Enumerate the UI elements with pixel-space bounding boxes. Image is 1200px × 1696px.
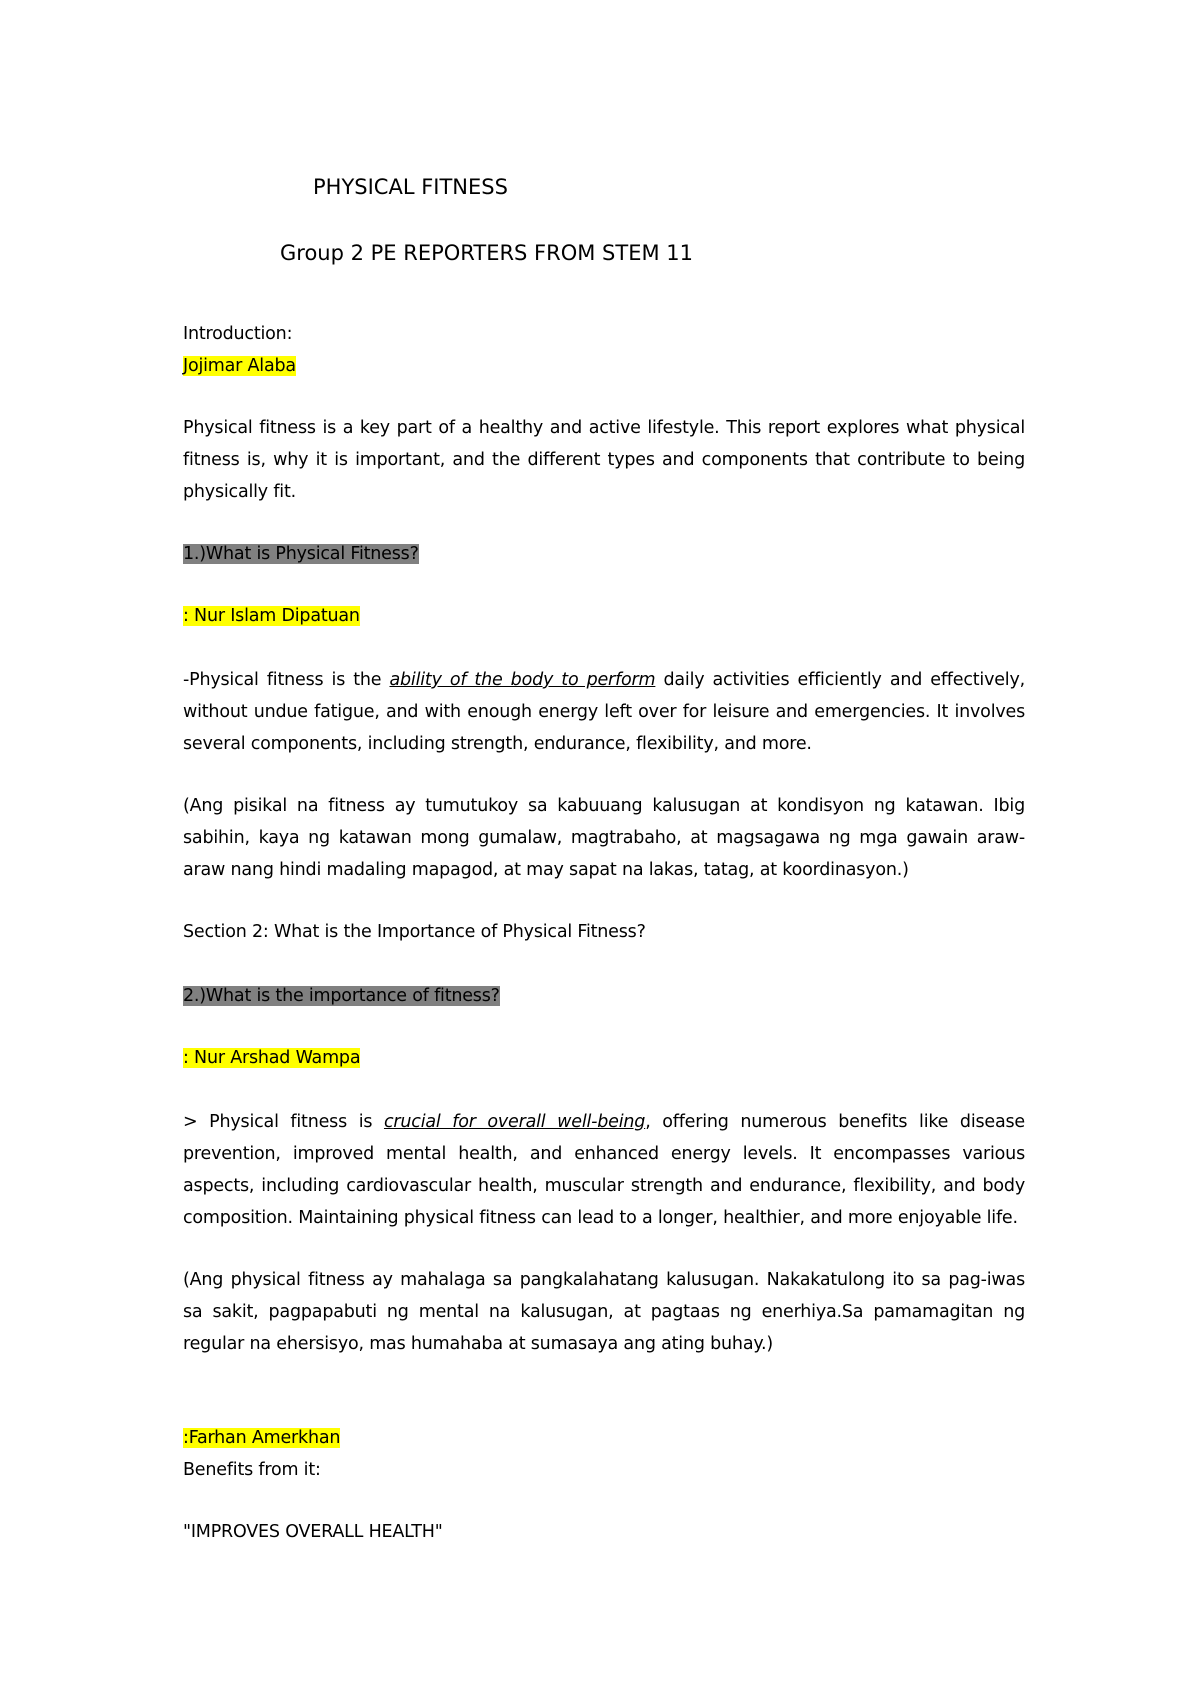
intro-label: Introduction: xyxy=(183,324,293,344)
q1-para-start: -Physical fitness is the xyxy=(183,670,390,690)
q2-heading-line xyxy=(183,980,1025,1012)
q2-translation: (Ang physical fitness ay mahalaga sa pangkalahatang kalusugan. Nakakatulong ito sa pag-iwas sa sakit, pagpapabuti ng mental na kalusugan, at pagtaas ng enerhiya.Sa pamamagitan ng regular na ehersisyo, mas humahaba at sumasaya ang ating buhay.) xyxy=(183,1270,1025,1354)
q1-para-rest: daily activities efficiently and effectively, without undue fatigue, and with enough energy left over for leisure and emergencies. It involves several components, including strength, endurance, flexibility, and more. xyxy=(183,670,1025,754)
q1-reporter: : Nur Islam Dipatuan xyxy=(183,606,360,626)
q2-para-emphasis: crucial for overall well-being xyxy=(383,1112,646,1132)
q2-reporter: : Nur Arshad Wampa xyxy=(183,1048,361,1068)
q1-translation: (Ang pisikal na fitness ay tumutukoy sa kabuuang kalusugan at kondisyon ng katawan. Ibig sabihin, kaya ng katawan mong gumalaw, magtrabaho, at magsagawa ng mga gawain araw-araw nang hindi madaling mapagod, at may sapat na lakas, tatag, at koordinasyon.) xyxy=(183,796,1025,880)
q1-paragraph xyxy=(183,664,1025,760)
q1-heading-line xyxy=(183,538,1025,570)
benefits-label: Benefits from it: xyxy=(183,1460,321,1480)
q1-heading: 1.)What is Physical Fitness? xyxy=(183,544,419,564)
document-subtitle: Group 2 PE REPORTERS FROM STEM 11 xyxy=(280,241,693,265)
section2-label: Section 2: What is the Importance of Physical Fitness? xyxy=(183,922,646,942)
q1-para-emphasis: ability of the body to perform xyxy=(389,670,656,690)
q2-para-rest: , offering numerous benefits like disease prevention, improved mental health, and enhanced energy levels. It encompasses various aspects, including cardiovascular health, muscular strength and endurance, flexibility, and body composition. Maintaining physical fitness can lead to a longer, healthier, and more enjoyable life. xyxy=(183,1112,1025,1228)
q2-reporter-line xyxy=(183,1042,1025,1074)
benefit-item: "IMPROVES OVERALL HEALTH" xyxy=(183,1522,443,1542)
q2-heading: 2.)What is the importance of fitness? xyxy=(183,986,500,1006)
intro-reporter: Jojimar Alaba xyxy=(183,356,296,376)
q3-reporter-line xyxy=(183,1422,1025,1454)
q1-reporter-line xyxy=(183,600,1025,632)
q2-paragraph xyxy=(183,1106,1025,1234)
document-title: PHYSICAL FITNESS xyxy=(313,175,508,199)
intro-reporter-line xyxy=(183,350,1025,382)
intro-paragraph: Physical fitness is a key part of a healthy and active lifestyle. This report explores what physical fitness is, why it is important, and the different types and components that contribute to being physically fit. xyxy=(183,418,1025,502)
q3-reporter: :Farhan Amerkhan xyxy=(183,1428,341,1448)
q2-para-start: > Physical fitness is xyxy=(183,1112,384,1132)
